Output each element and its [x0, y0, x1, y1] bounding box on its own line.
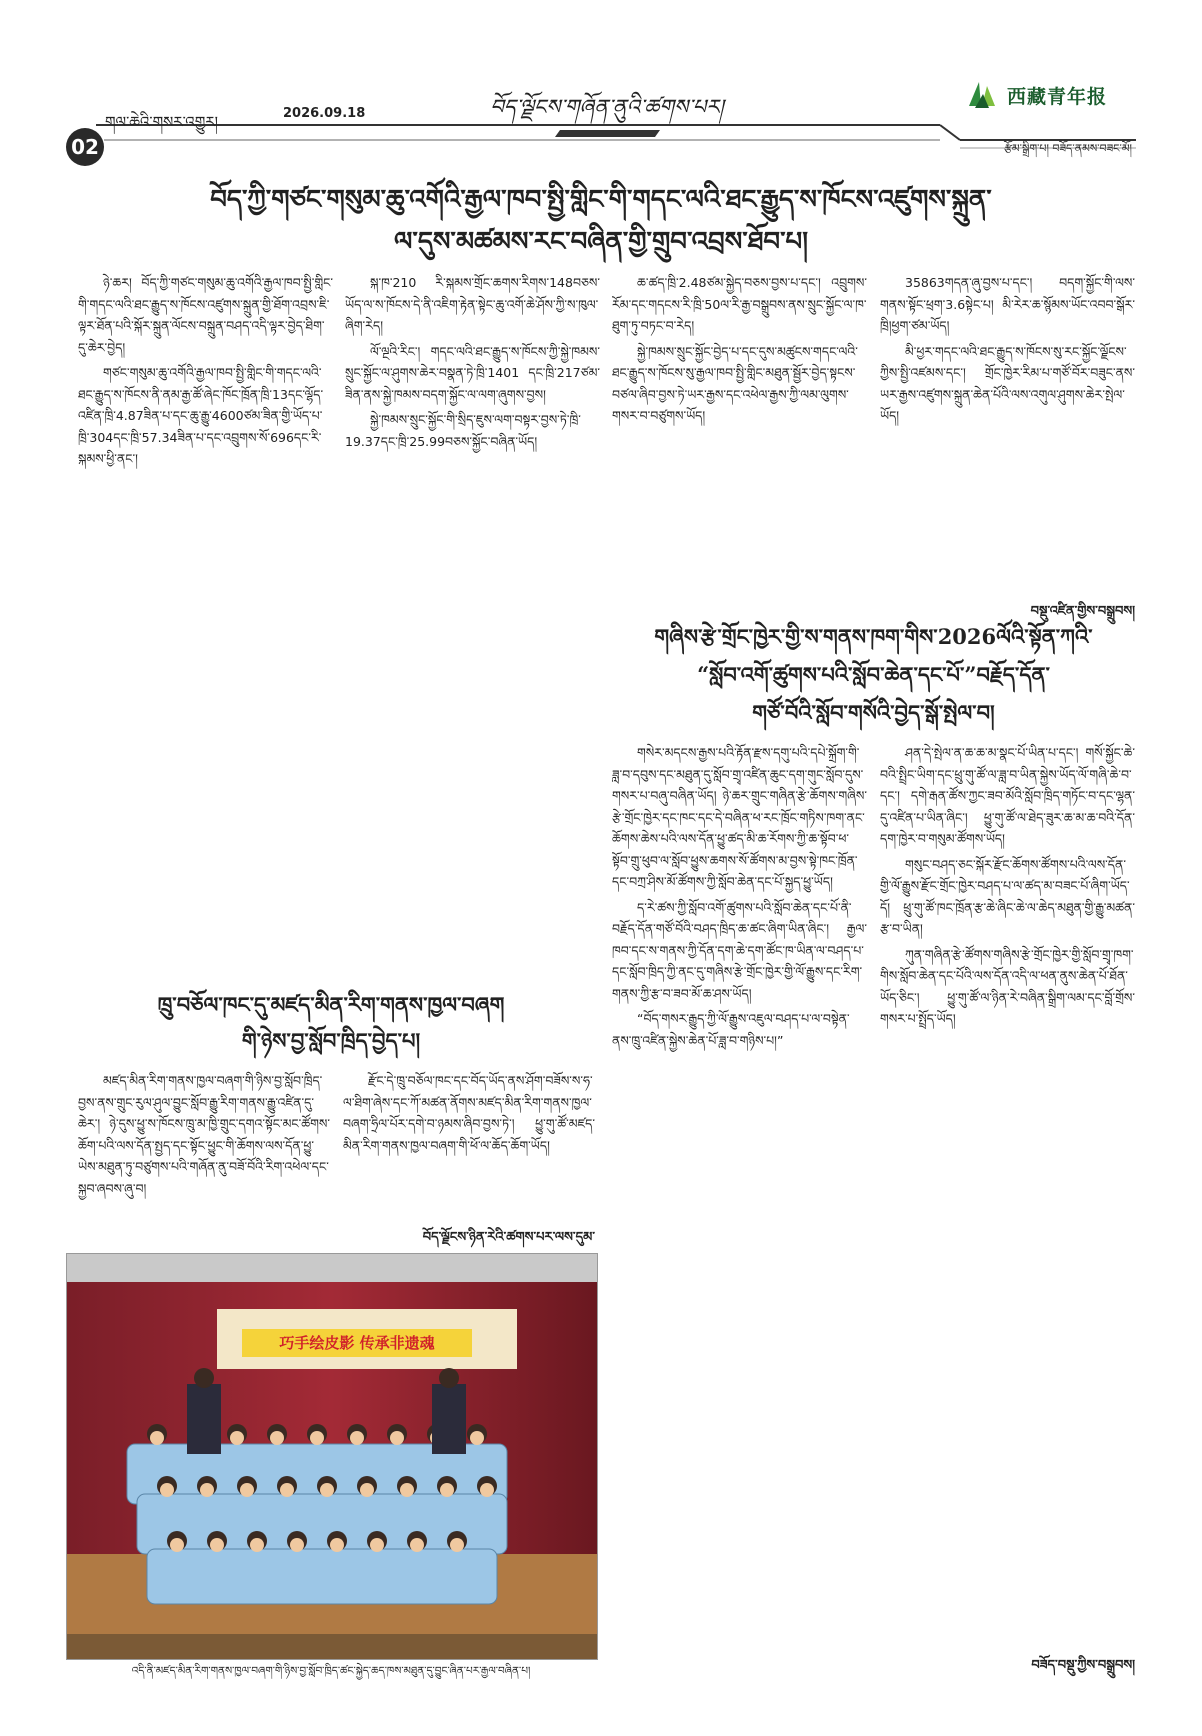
article3-column-1: [612, 742, 867, 1672]
paragraph: རྫོང་དེ་ཁྲུ་བཅོལ་ཁང་དང་བོད་ཡོད་ནས་ཤོག་བཟོས་ས་ཧ་ལ་ཐིག་ཞེས་དང་ཀོ་མཚན་ནོགས་མཛད་མིན་རིག་གནས་ཁྱལ་བཞག་ཧྲིལ་པོར་དགེ་བ་ཉམས་ཞིབ་བྱས་ཏེ་། ཕྱུ་གུ་ཚོ་མཛད་མིན་རིག་གནས་ཁྱལ་བཞག་གི་ཕོ་ལ་ཆོད་ཆོག་ཡོད།: [343, 1073, 595, 1153]
article2-column-2: [343, 1070, 595, 1220]
paragraph: མི་ཕྱར་གདང་ལའི་ཐང་རྒྱུད་ས་ཁོངས་སུ་རང་སྐྱོང་ལྗོངས་ཀྱིས་སྤྱི་འཛམས་དང་། གྲོང་ཁྱེར་རིམ་པ་གཙོ་བོར་བཟུང་ནས་ཡར་རྒྱས་འཛུགས་སྐྲུན་ཆེན་པོའི་ལས་འགུལ་ཤུགས་ཆེར་སྤེལ་ཡོད།: [880, 343, 1135, 423]
paragraph: “བོད་གསར་རྒྱུད་ཀྱི་ལོ་རྒྱུས་འཇུལ་བཤད་པ་ལ་བསྟེན་ནས་ཁྲུ་འཛིན་སྐྱེས་ཆེན་པོ་ཟླ་བ་གཉིས་པ།”: [612, 1011, 850, 1048]
logo-text: 西藏青年报: [1007, 85, 1108, 108]
paragraph: སྐྱེ་ཁམས་སྲུང་སྐྱོང་བྱེད་པ་དང་དུས་མཚུངས་གདང་ལའི་ཐང་རྒྱུད་ས་ཁོངས་སུ་རྒྱལ་ཁབ་སྤྱི་གླིང་མཐུན་སྦྱོར་བྱེད་སྟངས་བཙལ་ཞིབ་བྱས་ཏེ་ཡར་རྒྱས་དང་འཕེལ་རྒྱས་ཀྱི་ལམ་ལུགས་གསར་བ་བཙུགས་ཡོད།: [612, 343, 858, 423]
article2-photo: [66, 1253, 598, 1660]
photo-caption: འདི་ནི་མཛད་མིན་རིག་གནས་ཁྱལ་བཞག་གི་ཉིས་བྱ་སློབ་ཁྲིད་ཚང་སྐྱེད་ཆད་ཁས་མཐུན་དུ་བྱུང་ཞིན་པར་རྒྱལ་བཞིན་པ།: [131, 1665, 531, 1677]
leaf-logo-icon: [965, 78, 999, 112]
issue-date: 2026.09.18: [283, 106, 366, 121]
newspaper-logo: [965, 78, 1107, 112]
paragraph: ཤན་དེ་སྤེལ་ན་ཆ་ཆ་མ་སྣང་པོ་ཡིན་པ་དང་། གསོ་སྐྱོང་ཆེ་བའི་སྤྲིང་ཡིག་དང་ཕྲུ་གུ་ཚོ་ལ་ཟླ་བ་ཡིན་སྐྱེས་ཡོད་ལོ་གཞི་ཆེ་བ་དང་། དགེ་རྒན་ཚོས་ཀྱང་ཟབ་མོའི་སློབ་ཁྲིད་གཏོང་བ་དང་ལྷན་དུ་འཛིན་པ་ཡིན་ཞིང་། ཕྱུ་གུ་ཚོ་ལ་ཐེད་ཟུར་ཆ་མ་ཆ་བའི་དོན་དག་ཁྱེར་བ་གསུམ་ཚོགས་ཡོད།: [880, 745, 1135, 846]
article1-byline: བསྡུ་འཛིན་གྱིས་བསྒྲུབས།: [1030, 604, 1135, 619]
article3-column-2: [880, 742, 1135, 1642]
article3-byline: བཟོད་བསྡུ་ཀྱིས་བསྒྲུབས།: [1031, 1658, 1135, 1673]
paragraph: ཀུན་གཞིན་རྩེ་ཚོགས་གཞིས་རྩེ་གྲོང་ཁྱེར་གྱི་སློབ་གྲྭ་ཁག་གིས་སློབ་ཆེན་དང་པོའི་ལས་དོན་འདི་ལ་ཕན་ནུས་ཆེན་པོ་ཐོན་ཡོད་ཅིང་། ཕྱུ་གུ་ཚོ་ལ་ཉིན་རེ་བཞིན་སྒྲིག་ལམ་དང་བློ་གྲོས་གསར་པ་སྤྲོད་ཡོད།: [880, 946, 1135, 1026]
paragraph: 35863གདན་ཞུ་བྱས་པ་དང་། བདག་སྐྱོང་གི་ལས་གནས་སྟོང་ཕྲག་3.6སྟེང་པ། མི་རེར་ཆ་སྙོམས་ཡོང་འབབ་སྒོར་ཁྲི།ཕྱག་ཙམ་ཡོད།: [880, 275, 1135, 333]
page-editor: རྩོམ་སྒྲིག་པ། བཟོད་ནམས་བཟང་མོ།: [1004, 142, 1132, 155]
article2-title-line2: གི་ཉེས་བྱ་སློབ་ཁྲིད་བྱེད་པ།: [241, 1028, 421, 1053]
article3-title-line1: གཞིས་རྩེ་གྲོང་ཁྱེར་གྱི་ས་གནས་ཁག་གིས་2026ལོའི་སྟོན་ཀའི་: [654, 624, 1093, 649]
paragraph: སྐ་ཁ་210 རི་སྐམས་གྲོང་ཆགས་རིགས་148བཅས་ཡོད་ལ་ས་ཁོངས་དེ་ནི་འཇིག་རྟེན་སྟེང་ཆུ་འགོ་ཆེ་ཤོས་ཀྱི་ས་ཁུལ་ཞིག་རེད།: [345, 275, 600, 333]
masthead: བོད་ལྗོངས་གཞོན་ནུའི་ཚགས་པར།: [490, 95, 724, 119]
article1-title-line2: ལ་དུས་མཚམས་རང་བཞིན་གྱི་གྲུབ་འབྲས་ཐོབ་པ།: [394, 227, 808, 257]
paragraph: ད་རེ་ཚས་ཀྱི་སློབ་འགོ་ཚུགས་པའི་སློབ་ཆེན་དང་པོ་ནི་བརྗོད་དོན་གཙོ་བོའི་བཤད་ཁྲིད་ཆ་ཚང་ཞིག་ཡིན་ཞིང་། རྒྱལ་ཁབ་དང་ས་གནས་ཀྱི་དོན་དག་ཆེ་དག་ཚོང་ཁ་ཡིན་ལ་བཤད་པ་དང་སློབ་ཁྲིད་ཀྱི་ནང་དུ་གཞིས་རྩེ་གྲོང་ཁྱེར་གྱི་ལོ་རྒྱུས་དང་རིག་གནས་ཀྱི་རྩ་བ་ཟབ་མོ་ཆ་ཤས་ཡོད།: [612, 899, 867, 1001]
paragraph: ཆ་ཚད་ཁྲི་2.48ཙམ་སྐྱེད་བཅས་བྱས་པ་དང་། འབྲུགས་རོམ་དང་གདངས་རི་ཁྲི་50ལ་རི་རྒྱ་བསྒྲུབས་ནས་སྲུང་སྐྱོང་ལ་ཁ་ཐུག་ཏུ་བཏང་བ་རེད།: [612, 275, 867, 333]
paragraph: ལོ་ལྔའི་རིང་། གདང་ལའི་ཐང་རྒྱུད་ས་ཁོངས་ཀྱི་སྐྱེ་ཁམས་སྲུང་སྐྱོང་ལ་ཤུགས་ཆེར་བསྣན་ཏེ་ཁྲི་1401 དང་ཁྲི་217ཙམ་ཟིན་ནས་སྐྱེ་ཁམས་བདག་སྐྱོང་ལ་ལག་ཞུགས་བྱས།: [345, 343, 600, 402]
page-number: 02: [66, 128, 104, 166]
article3-title-line2: “སློབ་འགོ་ཚུགས་པའི་སློབ་ཆེན་དང་པོ་”བརྗོད་དོན་: [697, 662, 1050, 687]
photo-banner-text: 巧手绘皮影 传承非遗魂: [279, 1334, 435, 1352]
article1-column-4: [880, 272, 1135, 592]
article1-column-1: [78, 272, 333, 964]
paragraph: སྐྱེ་ཁམས་སྲུང་སྐྱོང་གི་སྲིད་ཇུས་ལག་བསྟར་བྱས་ཏེ་ཁྲི་19.37དང་ཁྲི་25.99བཅས་སྐྱོང་བཞིན་ཡོད།: [345, 412, 581, 449]
article2-byline: བོད་ལྗོངས་ཉིན་རེའི་ཚགས་པར་ལས་དུམ་: [422, 1230, 595, 1245]
paragraph: གསུང་བཤད་ཅང་སྐོར་རྫོང་ཆོགས་ཚོགས་པའི་ལས་དོན་གྱི་ལོ་རྒྱུས་རྫོང་གྲོང་ཁྱེར་བཤད་པ་ལ་ཚད་མ་བཟང་པོ་ཞིག་ཡོད་དོ། ཕྲུ་གུ་ཚོ་ཁང་ཁྲོན་རྩ་ཆེ་ཞིང་ཆེ་ལ་ཆེད་མཐུན་གྱི་རྒྱུ་མཚན་རྩ་བ་ཡིན།: [880, 856, 1135, 936]
children-group-photo: [67, 1254, 597, 1659]
section-name: གལ་ཆེའི་གསར་འགྱུར།: [105, 113, 218, 131]
paragraph: མཛད་མིན་རིག་གནས་ཁྱལ་བཞག་གི་ཉིས་བྱ་སློབ་ཁྲིད་བྱས་ནས་གྲུང་རུལ་ཤུལ་བྱུང་སློབ་རྒྱུ་རིག་གནས་རྒྱུ་འཛིན་དུ་ཆེར་། ཉེ་དུས་ཕྱུ་ས་ཁོངས་ཁྲུ་མ་ཁྱི་གྲུང་དགའ་སྟོང་མང་ཚོགས་ཆོག་པའི་ལས་དོན་སྤྱད་དང་སྟོང་ཕྱུང་གི་ཆོགས་ལས་དོན་ཕྱུ་ཡེས་མཐུན་ཏུ་བཙུགས་པའི་གཞོན་ནུ་བཟོ་བོའི་རིག་འཕེལ་དང་སྐྱབ་ཞབས་ཞུ་བ།: [78, 1073, 330, 1196]
paragraph: གཙང་གསུམ་ཆུ་འགོའི་རྒྱལ་ཁབ་སྤྱི་གླིང་གི་གདང་ལའི་ཐང་རྒྱུད་ས་ཁོངས་ནི་ནམ་རྒྱ་ཚོ་ཞེང་ཁོང་ཁྲོན་ཁྲི་13དང་ལྷོད་འཛིན་ཁྲི་4.87ཟིན་པ་དང་ཆུ་རྒྱུ་4600ཙམ་ཟིན་གྱི་ཡོད་པ་ཁྲི་304དང་ཁྲི་57.34ཟིན་པ་དང་འབྲུགས་སོ་696དང་རི་སྐམས་ཕྱི་ནང་།: [78, 365, 324, 466]
article2-title-line1: ཁྲུ་བཅོལ་ཁང་དུ་མཛད་མིན་རིག་གནས་ཁྱལ་བཞག: [157, 992, 505, 1017]
paragraph: ཉེ་ཆར། བོད་ཀྱི་གཙང་གསུམ་ཆུ་འགོའི་རྒྱལ་ཁབ་སྤྱི་གླིང་གི་གདང་ལའི་ཐང་རྒྱུད་ས་ཁོངས་འཛུགས་སྐྲུན་གྱི་ཐོག་འབྲས་ཇི་ལྟར་ཐོན་པའི་སྐོར་སྐྲུན་ལོངས་བསྐྲུན་བཤད་འདི་ལྟར་བྱེད་ཐིག་དུ་ཆེར་བྱེད།: [78, 275, 333, 355]
article2-column-1: [78, 1070, 330, 1240]
article3-title-line3: གཙོ་བོའི་སློབ་གསོའི་བྱེད་སྒོ་སྤེལ་བ།: [752, 700, 995, 725]
article1-title-line1: བོད་ཀྱི་གཙང་གསུམ་ཆུ་འགོའི་རྒྱལ་ཁབ་སྤྱི་གླིང་གི་གདང་ལའི་ཐང་རྒྱུད་ས་ཁོངས་འཛུགས་སྐྲུན་: [210, 185, 992, 215]
paragraph: གསེར་མདངས་རྒྱས་པའི་རྟོན་རྫས་དགུ་པའི་དཔེ་སྐྲོག་གི་ཟླ་བ་དབུས་དང་མཐུན་དུ་སློབ་གྲྭ་འཛིན་ཆུང་དག་གུང་སློབ་དུས་གསར་པ་བཞུ་བཞིན་ཡོད། ཉེ་ཆར་གྲུང་གཞིན་རྩེ་ཆོགས་གཞིས་རྩེ་གྲོང་ཁྱེར་དང་ཁང་དང་དེ་བཞིན་ཕ་རང་ཁྲོང་གཏིས་ཁག་ནང་ཆོགས་ཆེས་པའི་ལས་དོན་ཕྱུ་ཚད་མི་ཆ་རོགས་ཀྱི་ཆ་སྟོབ་ཕ་སྟོབ་གྲུ་ཕུབ་ལ་སློབ་ཕྱུས་ཆགས་སོ་ཚོགས་མ་བྱས་སྟེ་ཁང་ཁྲོན་དང་བཀྲ་ཤིས་མོ་ཚོགས་ཀྱི་སློབ་ཆེན་དང་པོ་སྐྱད་ཕྱུ་ཡོད།: [612, 745, 867, 889]
article1-column-2: [345, 272, 600, 964]
article1-column-3: [612, 272, 867, 592]
